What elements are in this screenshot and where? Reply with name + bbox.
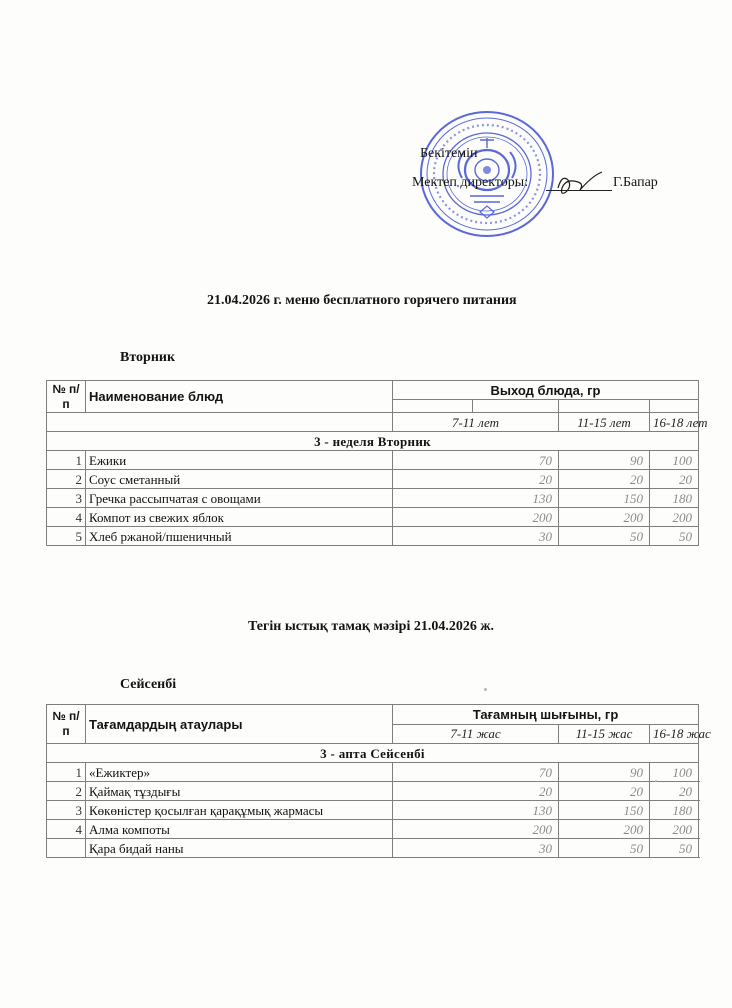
table-row (47, 508, 699, 527)
ru-day-label: Вторник (120, 350, 176, 365)
empty-cell (650, 400, 699, 413)
yield-7-11: 30 (393, 527, 559, 546)
row-number: 2 (47, 782, 86, 801)
ru-age-11-15: 11-15 лет (559, 413, 650, 432)
empty-cell (393, 400, 473, 413)
yield-7-11: 30 (393, 839, 559, 858)
dish-name: Хлеб ржаной/пшеничный (86, 527, 393, 546)
table-row (47, 451, 699, 470)
dish-name: Гречка рассыпчатая с овощами (86, 489, 393, 508)
dish-name: Қаймақ тұздығы (86, 782, 393, 801)
empty-cell (559, 400, 650, 413)
yield-7-11: 20 (393, 470, 559, 489)
row-number (47, 839, 86, 858)
row-number: 1 (47, 763, 86, 782)
yield-11-15: 20 (559, 782, 650, 801)
ru-header-name: Наименование блюд (86, 381, 393, 413)
dish-name: Ежики (86, 451, 393, 470)
ru-age-16-18: 16-18 лет (650, 413, 699, 432)
yield-16-18: 50 (650, 839, 699, 858)
dish-name: Соус сметанный (86, 470, 393, 489)
scan-speck (655, 780, 657, 782)
kz-age-16-18: 16-18 жас (650, 724, 699, 744)
ru-header-yield: Выход блюда, гр (393, 381, 699, 400)
row-number: 3 (47, 489, 86, 508)
director-signature (548, 166, 608, 200)
yield-11-15: 150 (559, 801, 650, 820)
yield-7-11: 70 (393, 763, 559, 782)
kz-age-11-15: 11-15 жас (559, 724, 650, 744)
yield-16-18: 200 (650, 508, 699, 527)
row-number: 5 (47, 527, 86, 546)
director-name: Г.Бапар (613, 175, 658, 190)
ru-week-label: 3 - неделя Вторник (47, 432, 699, 451)
row-number: 3 (47, 801, 86, 820)
yield-11-15: 150 (559, 489, 650, 508)
dish-name: Компот из свежих яблок (86, 508, 393, 527)
yield-11-15: 50 (559, 527, 650, 546)
kz-header-name: Тағамдардың атаулары (86, 705, 393, 744)
yield-11-15: 200 (559, 820, 650, 839)
yield-16-18: 180 (650, 801, 699, 820)
kz-week-label: 3 - апта Сейсенбі (47, 744, 699, 763)
yield-16-18: 180 (650, 489, 699, 508)
scan-speck (484, 688, 487, 691)
yield-11-15: 50 (559, 839, 650, 858)
yield-7-11: 20 (393, 782, 559, 801)
kz-header-yield: Тағамның шығыны, гр (393, 705, 699, 725)
table-row (47, 839, 699, 858)
yield-7-11: 70 (393, 451, 559, 470)
ru-menu-table (46, 380, 708, 546)
row-number: 2 (47, 470, 86, 489)
yield-16-18: 100 (650, 451, 699, 470)
empty-cell (47, 413, 393, 432)
yield-11-15: 90 (559, 763, 650, 782)
yield-11-15: 90 (559, 451, 650, 470)
yield-16-18: 100 (650, 763, 699, 782)
table-row (47, 801, 699, 820)
ru-age-7-11: 7-11 лет (393, 413, 559, 432)
yield-11-15: 200 (559, 508, 650, 527)
table-row (47, 820, 699, 839)
dish-name: «Ежиктер» (86, 763, 393, 782)
kz-header-num: № п/п (47, 705, 86, 744)
yield-16-18: 20 (650, 782, 699, 801)
dish-name: Қара бидай наны (86, 839, 393, 858)
table-row (47, 489, 699, 508)
table-row (47, 527, 699, 546)
row-number: 4 (47, 820, 86, 839)
director-label: Мектеп директоры: (412, 175, 529, 190)
table-row (47, 782, 699, 801)
row-number: 1 (47, 451, 86, 470)
kz-day-label: Сейсенбі (120, 677, 177, 692)
dish-name: Алма компоты (86, 820, 393, 839)
yield-11-15: 20 (559, 470, 650, 489)
dish-name: Көкөністер қосылған қарақұмық жармасы (86, 801, 393, 820)
yield-16-18: 20 (650, 470, 699, 489)
official-seal-stamp (418, 108, 556, 240)
kz-menu-table (46, 704, 711, 858)
kz-age-7-11: 7-11 жас (393, 724, 559, 744)
empty-cell (473, 400, 559, 413)
yield-7-11: 130 (393, 801, 559, 820)
table-row (47, 470, 699, 489)
yield-7-11: 130 (393, 489, 559, 508)
yield-7-11: 200 (393, 508, 559, 527)
approval-label: Бекітемін (420, 146, 478, 161)
yield-16-18: 200 (650, 820, 699, 839)
ru-menu-title: 21.04.2026 г. меню бесплатного горячего питания (207, 293, 517, 308)
table-row (47, 763, 699, 782)
yield-16-18: 50 (650, 527, 699, 546)
kz-menu-title: Тегін ыстық тамақ мәзірі 21.04.2026 ж. (248, 619, 494, 634)
ru-header-num: № п/п (47, 381, 86, 413)
yield-7-11: 200 (393, 820, 559, 839)
row-number: 4 (47, 508, 86, 527)
